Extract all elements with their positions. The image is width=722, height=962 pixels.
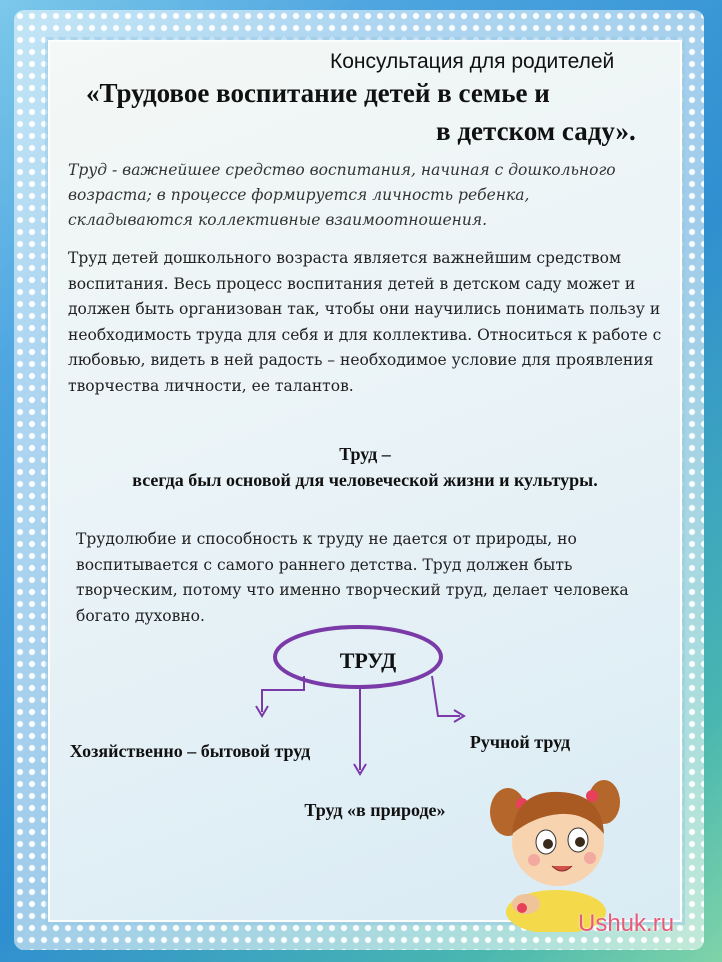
page-subtitle: Консультация для родителей [330, 50, 615, 73]
diagram-node-manual: Ручной труд [469, 732, 571, 752]
diagram-center-label: ТРУД [339, 648, 397, 673]
diagram-node-household: Хозяйственно – бытовой труд [69, 741, 311, 761]
page-title-line1: «Трудовое воспитание детей в семье и [86, 78, 550, 108]
body-paragraph-1: Труд детей дошкольного возраста является важнейшим средством воспитания. Весь процесс воспитания детей в детском саду может и должен быть организован так, чтобы они научились понимать пользу и необходимость труда для себя и для коллектива. Относиться к работе с любовью, видеть в ней радость – необходимое условие для проявления творчества личности, ее талантов. [68, 249, 662, 395]
quote-text: всегда был основой для человеческой жизни и культуры. [132, 470, 598, 490]
watermark: Ushuk.ru [578, 910, 675, 937]
diagram-node-nature: Труд «в природе» [304, 800, 446, 820]
page-title-line2: в детском саду». [436, 116, 636, 146]
intro-paragraph: Труд - важнейшее средство воспитания, начиная с дошкольного возраста; в процессе формируется личность ребенка, складываются коллективные взаимоотношения. [68, 161, 616, 229]
quote-heading: Труд – [339, 444, 391, 464]
girl-illustration-icon [486, 772, 636, 932]
body-paragraph-2: Трудолюбие и способность к труду не дается от природы, но воспитывается с самого раннего детства. Труд должен быть творческим, потому что именно творческий труд, делает человека богато духовно. [76, 530, 629, 625]
